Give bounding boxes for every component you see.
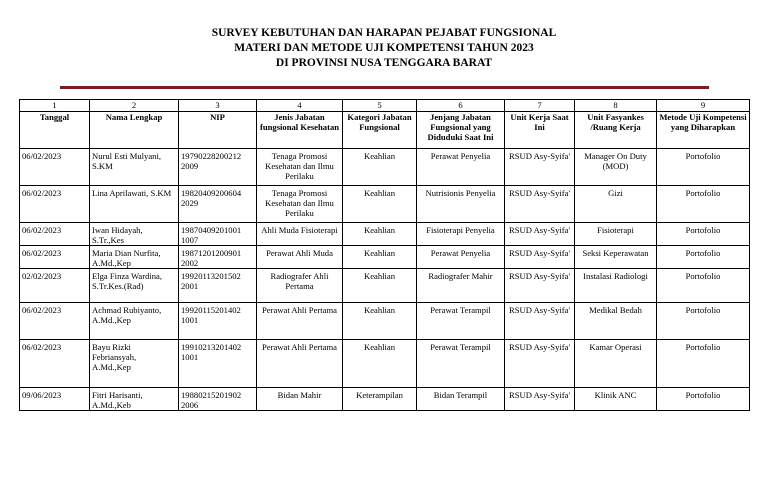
table-row bbox=[20, 149, 750, 186]
cell-fasyankes: Seksi Keperawatan bbox=[575, 246, 657, 269]
cell-jenjang: Nutrisionis Penyelia bbox=[417, 186, 505, 223]
cell-fasyankes: Medikal Bedah bbox=[575, 303, 657, 340]
cell-nip: 19870409201001 1007 bbox=[179, 223, 257, 246]
column-number: 8 bbox=[575, 100, 657, 112]
title-divider bbox=[60, 86, 709, 89]
table-row bbox=[20, 340, 750, 388]
column-number: 6 bbox=[417, 100, 505, 112]
table-row bbox=[20, 246, 750, 269]
cell-tanggal: 06/02/2023 bbox=[20, 340, 90, 388]
cell-kategori: Keahlian bbox=[343, 269, 417, 303]
column-number: 3 bbox=[179, 100, 257, 112]
header-kategori: Kategori Jabatan Fungsional bbox=[343, 112, 417, 149]
column-number: 5 bbox=[343, 100, 417, 112]
cell-jenjang: Bidan Terampil bbox=[417, 388, 505, 411]
cell-unit-kerja: RSUD Asy-Syifa' bbox=[505, 303, 575, 340]
cell-unit-kerja: RSUD Asy-Syifa' bbox=[505, 149, 575, 186]
cell-metode: Portofolio bbox=[657, 223, 750, 246]
cell-unit-kerja: RSUD Asy-Syifa' bbox=[505, 223, 575, 246]
table-row bbox=[20, 223, 750, 246]
cell-kategori: Keahlian bbox=[343, 149, 417, 186]
cell-nip: 19920113201502 2001 bbox=[179, 269, 257, 303]
column-number: 2 bbox=[90, 100, 179, 112]
header-jenis-jabatan: Jenis Jabatan fungsional Kesehatan bbox=[257, 112, 343, 149]
cell-unit-kerja: RSUD Asy-Syifa' bbox=[505, 246, 575, 269]
cell-metode: Portofolio bbox=[657, 340, 750, 388]
cell-tanggal: 02/02/2023 bbox=[20, 269, 90, 303]
cell-jenis-jabatan: Tenaga Promosi Kesehatan dan Ilmu Perilaku bbox=[257, 149, 343, 186]
cell-kategori: Keahlian bbox=[343, 340, 417, 388]
cell-unit-kerja: RSUD Asy-Syifa' bbox=[505, 186, 575, 223]
cell-jenis-jabatan: Perawat Ahli Pertama bbox=[257, 303, 343, 340]
cell-fasyankes: Klinik ANC bbox=[575, 388, 657, 411]
cell-jenjang: Perawat Penyelia bbox=[417, 246, 505, 269]
cell-metode: Portofolio bbox=[657, 246, 750, 269]
cell-jenis-jabatan: Bidan Mahir bbox=[257, 388, 343, 411]
table-row bbox=[20, 186, 750, 223]
cell-jenjang: Perawat Penyelia bbox=[417, 149, 505, 186]
table-row bbox=[20, 388, 750, 411]
cell-tanggal: 06/02/2023 bbox=[20, 303, 90, 340]
cell-tanggal: 09/06/2023 bbox=[20, 388, 90, 411]
cell-tanggal: 06/02/2023 bbox=[20, 223, 90, 246]
cell-jenjang: Perawat Terampil bbox=[417, 340, 505, 388]
cell-kategori: Keahlian bbox=[343, 246, 417, 269]
cell-jenis-jabatan: Ahli Muda Fisioterapi bbox=[257, 223, 343, 246]
column-number: 7 bbox=[505, 100, 575, 112]
cell-kategori: Keterampilan bbox=[343, 388, 417, 411]
cell-jenjang: Perawat Terampil bbox=[417, 303, 505, 340]
cell-metode: Portofolio bbox=[657, 269, 750, 303]
cell-nama: Fitri Harisanti, A.Md.,Keb bbox=[90, 388, 179, 411]
cell-nip: 19871201200901 2002 bbox=[179, 246, 257, 269]
cell-nip: 19880215201902 2006 bbox=[179, 388, 257, 411]
cell-nama: Maria Dian Nurfita, A.Md.,Kep bbox=[90, 246, 179, 269]
cell-fasyankes: Instalasi Radiologi bbox=[575, 269, 657, 303]
header-nip: NIP bbox=[179, 112, 257, 149]
cell-nama: Bayu Rizki Febriansyah, A.Md.,Kep bbox=[90, 340, 179, 388]
cell-tanggal: 06/02/2023 bbox=[20, 186, 90, 223]
cell-metode: Portofolio bbox=[657, 149, 750, 186]
cell-nama: Achmad Rubiyanto, A.Md.,Kep bbox=[90, 303, 179, 340]
column-number: 1 bbox=[20, 100, 90, 112]
cell-jenis-jabatan: Tenaga Promosi Kesehatan dan Ilmu Perilaku bbox=[257, 186, 343, 223]
cell-unit-kerja: RSUD Asy-Syifa' bbox=[505, 340, 575, 388]
title-line-1: SURVEY KEBUTUHAN DAN HARAPAN PEJABAT FUNGSIONAL bbox=[211, 27, 557, 39]
column-number: 4 bbox=[257, 100, 343, 112]
header-jenjang: Jenjang Jabatan Fungsional yang Diduduki Saat Ini bbox=[417, 112, 505, 149]
cell-nama: Elga Finza Wardina, S.Tr.Kes.(Rad) bbox=[90, 269, 179, 303]
survey-table bbox=[19, 99, 750, 411]
cell-nip: 19920115201402 1001 bbox=[179, 303, 257, 340]
header-unit-kerja: Unit Kerja Saat Ini bbox=[505, 112, 575, 149]
title-line-3: DI PROVINSI NUSA TENGGARA BARAT bbox=[275, 57, 493, 69]
cell-jenis-jabatan: Perawat Ahli Pertama bbox=[257, 340, 343, 388]
header-row bbox=[20, 112, 750, 149]
cell-nama: Iwan Hidayah, S.Tr.,Kes bbox=[90, 223, 179, 246]
cell-jenis-jabatan: Radiografer Ahli Pertama bbox=[257, 269, 343, 303]
cell-metode: Portofolio bbox=[657, 303, 750, 340]
cell-nip: 19820409200604 2029 bbox=[179, 186, 257, 223]
cell-kategori: Keahlian bbox=[343, 186, 417, 223]
cell-fasyankes: Gizi bbox=[575, 186, 657, 223]
column-number: 9 bbox=[657, 100, 750, 112]
cell-nama: Lina Aprilawati, S.KM bbox=[90, 186, 179, 223]
cell-nip: 19790228200212 2009 bbox=[179, 149, 257, 186]
cell-tanggal: 06/02/2023 bbox=[20, 149, 90, 186]
cell-nip: 19910213201402 1001 bbox=[179, 340, 257, 388]
cell-unit-kerja: RSUD Asy-Syifa' bbox=[505, 388, 575, 411]
header-nama: Nama Lengkap bbox=[90, 112, 179, 149]
cell-metode: Portofolio bbox=[657, 186, 750, 223]
header-tanggal: Tanggal bbox=[20, 112, 90, 149]
cell-jenis-jabatan: Perawat Ahli Muda bbox=[257, 246, 343, 269]
cell-metode: Portofolio bbox=[657, 388, 750, 411]
cell-fasyankes: Manager On Duty (MOD) bbox=[575, 149, 657, 186]
cell-tanggal: 06/02/2023 bbox=[20, 246, 90, 269]
header-fasyankes: Unit Fasyankes /Ruang Kerja bbox=[575, 112, 657, 149]
document-title bbox=[0, 26, 768, 71]
title-line-2: MATERI DAN METODE UJI KOMPETENSI TAHUN 2023 bbox=[234, 42, 534, 54]
column-number-row bbox=[20, 100, 750, 112]
table-row bbox=[20, 269, 750, 303]
cell-jenjang: Radiografer Mahir bbox=[417, 269, 505, 303]
cell-unit-kerja: RSUD Asy-Syifa' bbox=[505, 269, 575, 303]
cell-nama: Nurul Esti Mulyani, S.KM bbox=[90, 149, 179, 186]
table-row bbox=[20, 303, 750, 340]
cell-kategori: Keahlian bbox=[343, 223, 417, 246]
cell-kategori: Keahlian bbox=[343, 303, 417, 340]
cell-jenjang: Fisioterapi Penyelia bbox=[417, 223, 505, 246]
header-metode: Metode Uji Kompetensi yang Diharapkan bbox=[657, 112, 750, 149]
cell-fasyankes: Kamar Operasi bbox=[575, 340, 657, 388]
cell-fasyankes: Fisioterapi bbox=[575, 223, 657, 246]
